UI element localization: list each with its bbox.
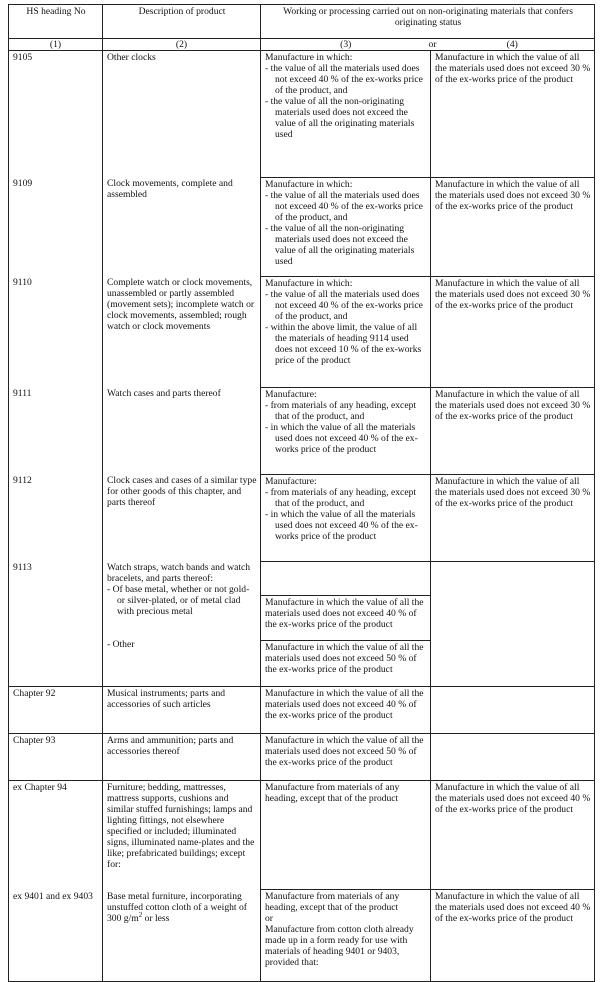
rule-item: - the value of all the materials used does not exceed 40 % of the ex-works price of the product, and	[265, 288, 423, 322]
colnum-1: (1)	[9, 39, 103, 51]
hs-code: 9113	[9, 561, 103, 686]
table-row	[9, 890, 595, 982]
sub-desc-other: - Other	[107, 639, 135, 650]
product-description: Other clocks	[103, 51, 261, 178]
desc-superscript: 2	[138, 910, 143, 919]
product-description: Furniture; bedding, mattresses, mattress supports, cushions and similar stuffed furnishings; lamps and lighting fittings, not elsewhere specified or included; illuminated signs, illuminated name-plates and the like; prefabricated buildings; except for:	[103, 780, 261, 890]
colnum-3	[261, 39, 437, 51]
sub-items	[107, 584, 257, 683]
working-col4: Manufacture in which the value of all the materials used does not exceed 40 % of the ex-works price of the product	[431, 890, 595, 982]
table-row	[9, 474, 595, 561]
table-row	[9, 387, 595, 474]
product-description: Watch cases and parts thereof	[103, 387, 261, 474]
table-row	[9, 561, 595, 686]
rule-item: - from materials of any heading, except that of the product, and	[265, 399, 417, 422]
header-working-text: Working or processing carried out on non-originating materials that confers originating status	[283, 6, 573, 28]
working-col3	[261, 177, 431, 276]
working-col4: Manufacture in which the value of all the materials used does not exceed 30 % of the ex-works price of the product	[431, 51, 595, 178]
header-description: Description of product	[103, 5, 261, 39]
working-col3	[261, 890, 431, 982]
rule-option-b: Manufacture from cotton cloth already made up in a form ready for use with materials of heading 9401 or 9403, provided that:	[265, 924, 414, 968]
sub-rule-other: Manufacture in which the value of all the materials used does not exceed 50 % of the ex-works price of the product	[265, 641, 424, 675]
rule-list	[265, 400, 427, 455]
rule-intro: Manufacture in which:	[265, 178, 353, 190]
hs-code: 9105	[9, 51, 103, 178]
product-description	[103, 561, 261, 686]
rule-intro: Manufacture in which:	[265, 277, 353, 289]
rule-item: - in which the value of all the materials used does not exceed 40 % of the ex-works price of the product	[265, 421, 418, 455]
hs-code: ex 9401 and ex 9403	[9, 890, 103, 982]
product-description: Complete watch or clock movements, unassembled or partly assembled (movement sets); incomplete watch or clock movements, assembled; rough watch or clock movements	[103, 276, 261, 387]
working-col3	[261, 474, 431, 561]
rule-list	[265, 289, 427, 366]
table-row	[9, 686, 595, 733]
working-col4: Manufacture in which the value of all the materials used does not exceed 40 % of the ex-works price of the product	[431, 780, 595, 890]
hs-code: Chapter 93	[9, 733, 103, 780]
working-col4: Manufacture in which the value of all the materials used does not exceed 30 % of the ex-works price of the product	[431, 177, 595, 276]
header-hs-heading: HS heading No	[9, 5, 103, 39]
rule-item: - in which the value of all the materials used does not exceed 40 % of the ex-works price of the product	[265, 508, 418, 542]
or-label: or	[428, 39, 437, 50]
hs-code: 9110	[9, 276, 103, 387]
working-col4: Manufacture in which the value of all the materials used does not exceed 30 % of the ex-works price of the product	[431, 387, 595, 474]
working-col4	[431, 561, 595, 686]
product-description: Musical instruments; parts and accessories of such articles	[103, 686, 261, 733]
rule-intro: Manufacture:	[265, 475, 317, 487]
hs-code: 9109	[9, 177, 103, 276]
origin-rules-table	[8, 4, 595, 982]
rule-list	[265, 487, 427, 542]
rule-intro: Manufacture:	[265, 388, 317, 400]
header-working-processing	[261, 5, 595, 39]
working-col3	[261, 387, 431, 474]
hs-code: 9112	[9, 474, 103, 561]
hs-code: 9111	[9, 387, 103, 474]
table-row	[9, 733, 595, 780]
desc-text-end: or less	[142, 912, 170, 924]
product-description: Clock movements, complete and assembled	[103, 177, 261, 276]
working-col3: Manufacture from materials of any heading, except that of the product	[261, 780, 431, 890]
rule-option-a: Manufacture from materials of any heading, except that of the product	[265, 891, 400, 913]
working-col4: Manufacture in which the value of all the materials used does not exceed 30 % of the ex-works price of the product	[431, 474, 595, 561]
rule-item: - the value of all the non-originating materials used does not exceed the value of all the originating materials used	[265, 96, 415, 140]
working-col3: Manufacture in which the value of all the materials used does not exceed 50 % of the ex-works price of the product	[261, 733, 431, 780]
desc-text: Base metal furniture, incorporating unstuffed cotton cloth of a weight of 300 g/m	[107, 890, 247, 924]
hs-code: Chapter 92	[9, 686, 103, 733]
working-col3	[261, 561, 431, 686]
rule-item: - from materials of any heading, except that of the product, and	[265, 486, 417, 509]
table-row	[9, 177, 595, 276]
rule-list	[265, 63, 427, 140]
hs-code: ex Chapter 94	[9, 780, 103, 890]
rule-or: or	[265, 913, 273, 924]
colnum-3-text: (3)	[340, 39, 352, 50]
product-description: Arms and ammunition; parts and accessories thereof	[103, 733, 261, 780]
rule-intro: Manufacture in which:	[265, 52, 353, 63]
rule-list	[265, 190, 427, 267]
sub-desc-base-metal: - Of base metal, whether or not gold- or silver-plated, or of metal clad with precious metal	[107, 584, 250, 617]
rule-item: - the value of all the materials used does not exceed 40 % of the ex-works price of the product, and	[265, 63, 423, 96]
table-row	[9, 780, 595, 890]
sub-rule-base-metal: Manufacture in which the value of all the materials used does not exceed 40 % of the ex-works price of the product	[261, 596, 430, 641]
colnum-4: (4)	[431, 39, 595, 51]
colnum-2: (2)	[103, 39, 261, 51]
document-page	[8, 4, 594, 968]
working-col4	[431, 733, 595, 780]
table-row	[9, 276, 595, 387]
rule-item: - the value of all the non-originating materials used does not exceed the value of all the originating materials used	[265, 222, 415, 267]
working-col4: Manufacture in which the value of all the materials used does not exceed 30 % of the ex-works price of the product	[431, 276, 595, 387]
table-row	[9, 51, 595, 178]
table-header-row	[9, 5, 595, 39]
product-description: Clock cases and cases of a similar type for other goods of this chapter, and parts thereof	[103, 474, 261, 561]
desc-main: Watch straps, watch bands and watch bracelets, and parts thereof:	[107, 562, 251, 584]
product-description	[103, 890, 261, 982]
working-col4	[431, 686, 595, 733]
column-number-row	[9, 39, 595, 51]
spacer-cell	[261, 562, 430, 596]
rule-item: - the value of all the materials used does not exceed 40 % of the ex-works price of the product, and	[265, 189, 423, 223]
working-col3: Manufacture in which the value of all the materials used does not exceed 40 % of the ex-works price of the product	[261, 686, 431, 733]
working-col3	[261, 51, 431, 178]
working-col3	[261, 276, 431, 387]
rule-item: - within the above limit, the value of all the materials of heading 9114 used does not exceed 10 % of the ex-works price of the product	[265, 321, 422, 366]
